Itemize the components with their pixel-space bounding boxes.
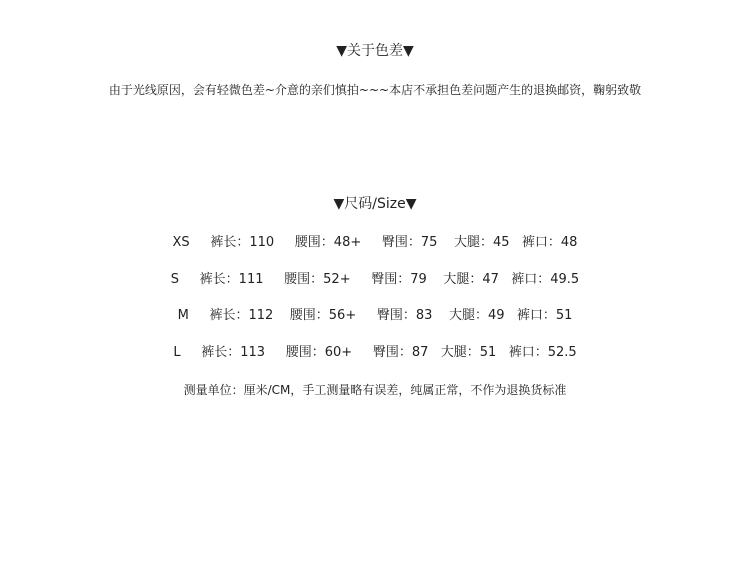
color-difference-title: ▼关于色差▼ [336,43,414,59]
size-section-title: ▼尺码/Size▼ [333,196,417,212]
color-difference-notice: 由于光线原因，会有轻微色差~介意的亲们慎拍~~~本店不承担色差问题产生的退换邮资，鞠躬致敬 [108,83,642,97]
measurement-footnote: 测量单位：厘米/CM，手工测量略有误差，纯属正常，不作为退换货标准 [183,383,567,397]
size-row-m: M 裤长：112 腰围：56+ 臀围：83 大腿：49 裤口：51 [177,308,573,323]
size-row-s: S 裤长：111 腰围：52+ 臀围：79 大腿：47 裤口：49.5 [170,272,580,287]
size-row-xs: XS 裤长：110 腰围：48+ 臀围：75 大腿：45 裤口：48 [172,235,578,250]
size-row-l: L 裤长：113 腰围：60+ 臀围：87 大腿：51 裤口：52.5 [173,345,577,360]
